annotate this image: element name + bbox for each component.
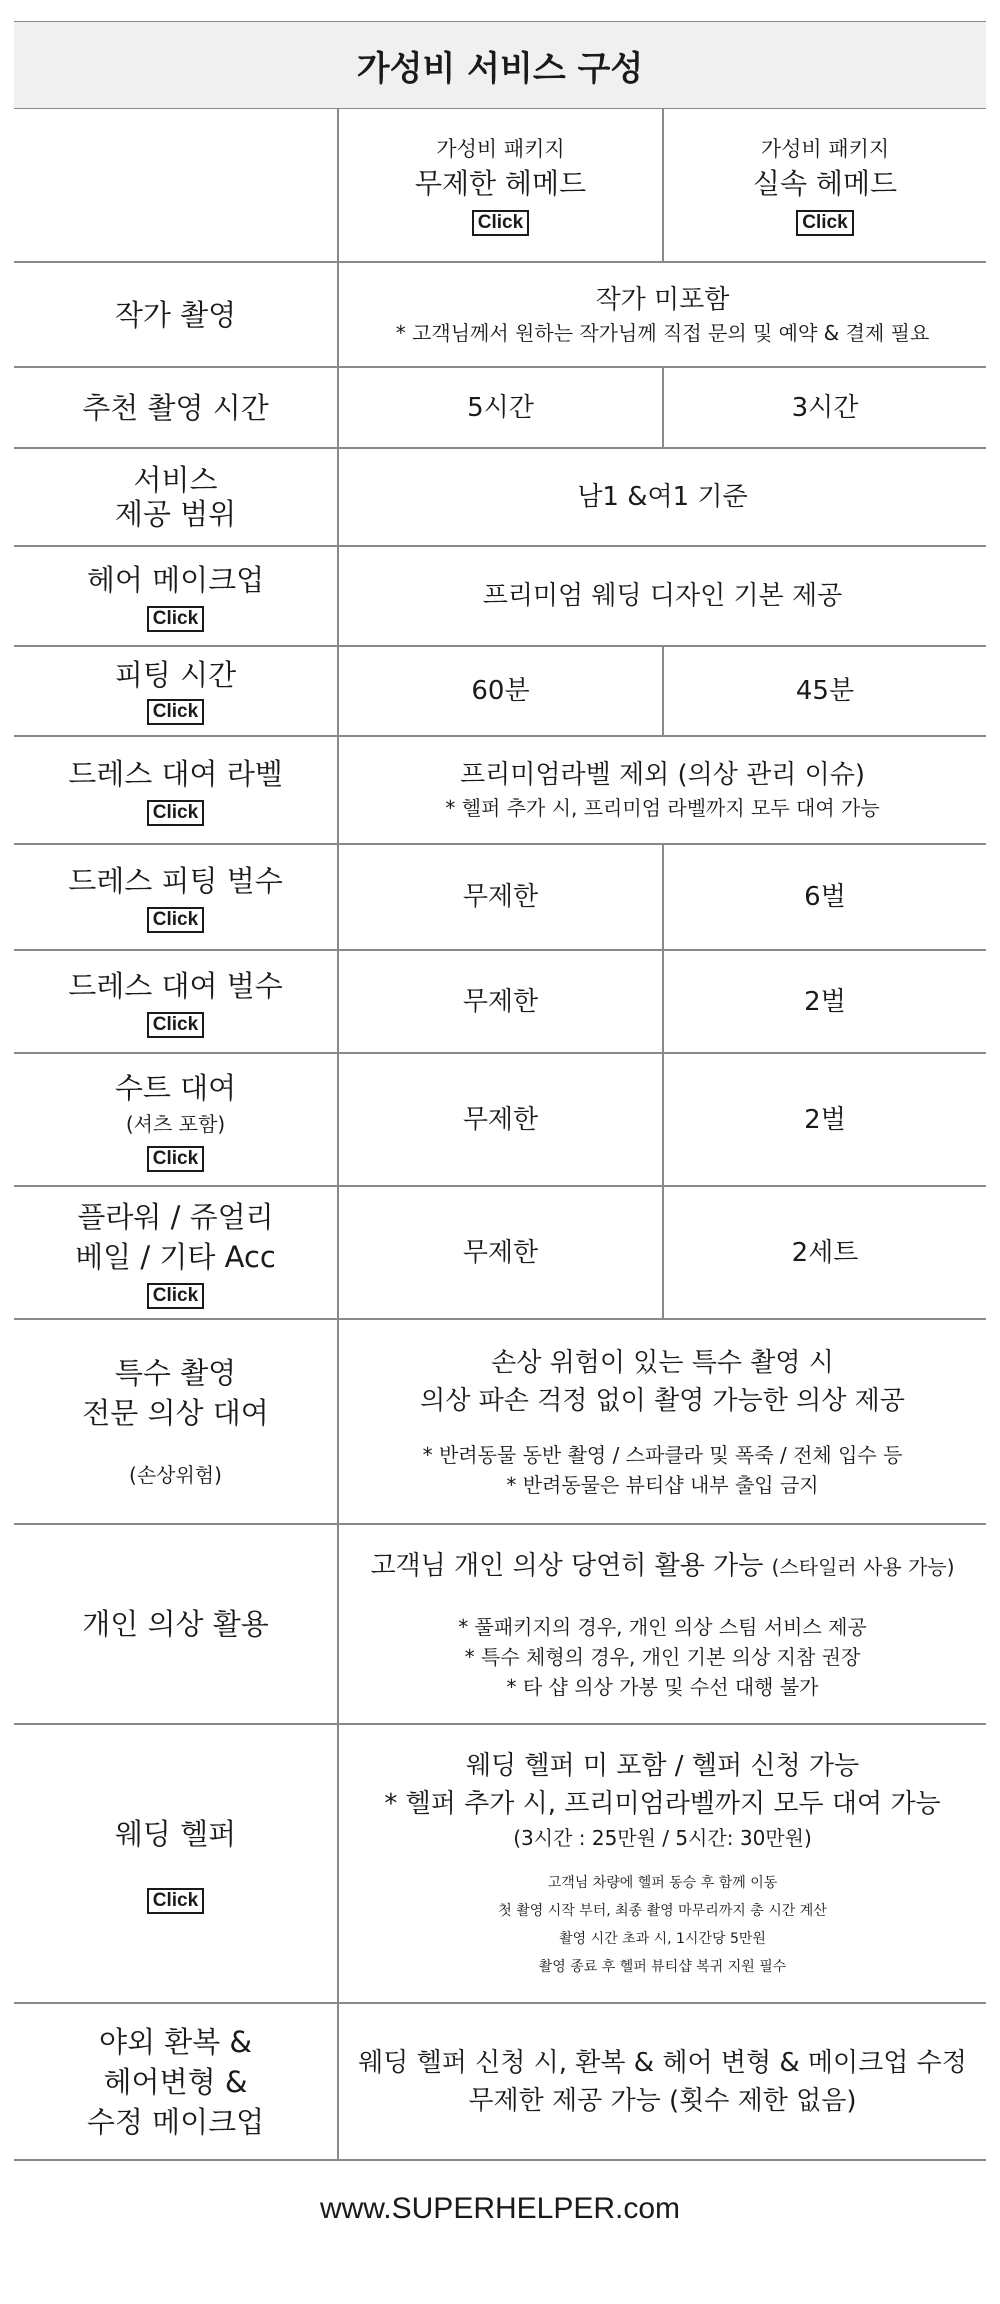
package-click-button[interactable]: Click [796, 210, 853, 236]
row-label-scope: 서비스 제공 범위 [114, 463, 237, 531]
row-value-suit-basic: 2벌 [804, 1104, 846, 1135]
table-border-bottom [14, 2159, 986, 2161]
hair-makeup-click-button[interactable]: Click [147, 606, 204, 632]
row-value-outdoor: 웨딩 헬퍼 신청 시, 환복 & 헤어 변형 & 메이크업 수정 무제한 제공 가능 (횟수 제한 없음) [358, 2047, 967, 2116]
row-value-fitting-time-unlimited: 60분 [471, 676, 530, 706]
row-label-shoot-time: 추천 촬영 시간 [82, 390, 269, 425]
row-label-special: 특수 촬영 전문 의상 대여 (손상위험) [82, 1355, 269, 1487]
dress-rental-click-button[interactable]: Click [147, 1012, 204, 1038]
row-value-accessories-unlimited: 무제한 [462, 1237, 539, 1268]
row-value-hair-makeup: 프리미엄 웨딩 디자인 기본 제공 [482, 581, 843, 611]
dress-label-click-button[interactable]: Click [147, 800, 204, 826]
row-value-fitting-time-basic: 45분 [795, 676, 855, 706]
row-value-dress-fitting-basic: 6벌 [804, 882, 846, 912]
row-value-shoot-time-basic: 3시간 [791, 392, 859, 423]
package-type: 가성비 패키지 [436, 137, 565, 161]
row-value-suit-unlimited: 무제한 [462, 1104, 539, 1135]
row-value-special: 손상 위험이 있는 특수 촬영 시 의상 파손 걱정 없이 촬영 가능한 의상 제공 * 반려동물 동반 촬영 / 스파클라 및 폭죽 / 전체 입수 등 * 반려동물은 뷰티샵 내부 출입 금지 [420, 1347, 905, 1497]
row-label-personal: 개인 의상 활용 [82, 1607, 269, 1641]
row-value-dress-rental-unlimited: 무제한 [462, 986, 539, 1017]
row-value-personal: 고객님 개인 의상 당연히 활용 가능 (스타일러 사용 가능) * 풀패키지의 경우, 개인 의상 스팀 서비스 제공 * 특수 체형의 경우, 개인 기본 의상 지참 권장 * 타 샵 의상 가봉 및 수선 대행 불가 [370, 1550, 955, 1699]
row-label-photographer: 작가 촬영 [114, 297, 237, 332]
row-value-dress-rental-basic: 2벌 [804, 986, 846, 1017]
package-click-button[interactable]: Click [472, 210, 529, 236]
row-value-photographer: 작가 미포함 * 고객님께서 원하는 작가님께 직접 문의 및 예약 & 결제 필요 [395, 284, 930, 345]
package-type: 가성비 패키지 [760, 137, 890, 161]
row-label-dress-label: 드레스 대여 라벨 Click [14, 737, 337, 843]
helper-click-button[interactable]: Click [147, 1888, 204, 1914]
row-value-dress-label: 프리미엄라벨 제외 (의상 관리 이슈) * 헬퍼 추가 시, 프리미엄 라벨까지 모두 대여 가능 [445, 760, 880, 820]
dress-fitting-click-button[interactable]: Click [147, 907, 204, 933]
row-value-scope: 남1 &여1 기준 [577, 482, 748, 512]
row-label-accessories: 플라워 / 쥬얼리 베일 / 기타 Acc Click [14, 1187, 337, 1318]
row-value-shoot-time-unlimited: 5시간 [467, 392, 534, 423]
package-name: 실속 헤메드 [752, 167, 898, 200]
footer-website: www.SUPERHELPER.com [319, 2192, 681, 2225]
package-header-unlimited [339, 109, 662, 261]
accessories-click-button[interactable]: Click [147, 1283, 204, 1309]
row-label-helper: 웨딩 헬퍼 Click [14, 1725, 337, 2002]
package-name: 무제한 헤메드 [414, 167, 587, 200]
row-label-dress-rental: 드레스 대여 벌수 Click [14, 951, 337, 1052]
row-value-helper: 웨딩 헬퍼 미 포함 / 헬퍼 신청 가능 * 헬퍼 추가 시, 프리미엄라벨까지 모두 대여 가능 (3시간 : 25만원 / 5시간: 30만원) 고객님 차량에 헬퍼 동승 후 함께 이동 첫 촬영 시작 부터, 최종 촬영 마무리까지 총 시간 계산 촬영 시간 초과 시, 1시간당 5만원 촬영 종료 후 헬퍼 뷰티샵 복귀 지원 필수 [384, 1750, 941, 1975]
suit-click-button[interactable]: Click [147, 1146, 204, 1172]
package-header-basic [664, 109, 986, 261]
row-value-dress-fitting-unlimited: 무제한 [462, 882, 539, 912]
fitting-time-click-button[interactable]: Click [147, 699, 204, 725]
page-title: 가성비 서비스 구성 [356, 48, 644, 89]
row-label-suit: 수트 대여 (셔츠 포함) Click [14, 1054, 337, 1185]
row-label-outdoor: 야외 환복 & 헤어변형 & 수정 메이크업 [86, 2024, 265, 2139]
row-value-accessories-basic: 2세트 [791, 1237, 859, 1268]
row-label-hair-makeup: 헤어 메이크업 Click [14, 547, 337, 645]
row-label-fitting-time: 피팅 시간 Click [14, 647, 337, 735]
row-label-dress-fitting: 드레스 피팅 벌수 Click [14, 845, 337, 949]
